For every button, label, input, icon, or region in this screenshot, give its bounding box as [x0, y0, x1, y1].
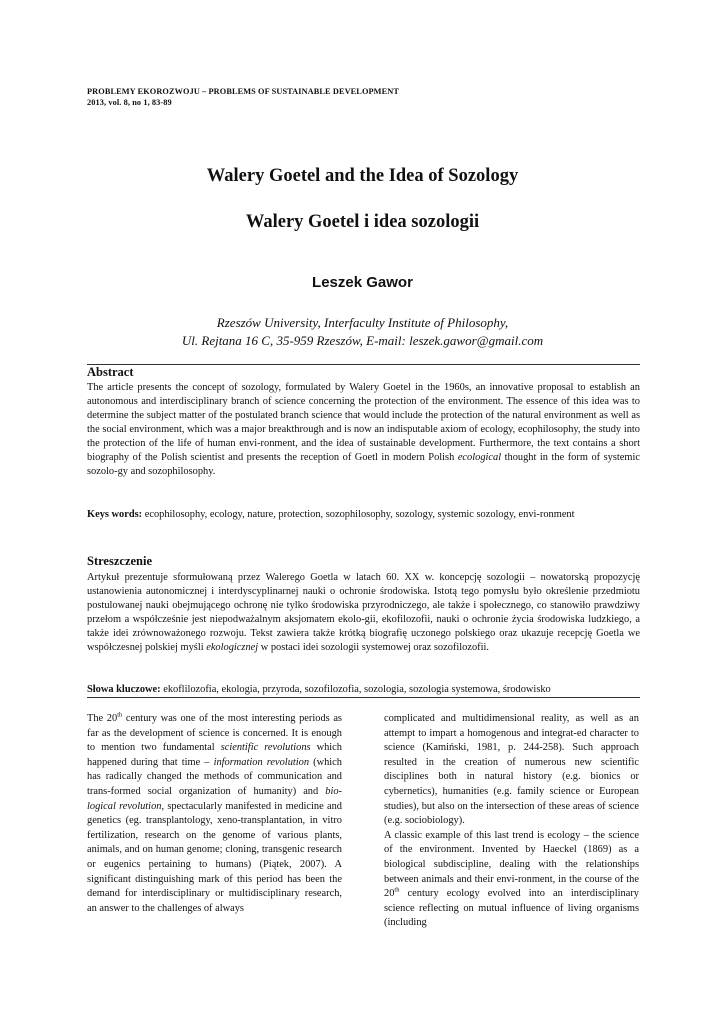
body-left-p4: (which has radically changed the methods of communication and trans-formed social organization of humanity) and	[87, 756, 342, 797]
abstract-text	[87, 381, 640, 479]
body-left-i1: scientific revolutions	[220, 742, 311, 754]
body-paragraph	[87, 712, 342, 916]
abstract-text-italic: ecological	[457, 452, 502, 463]
article-title-english: Walery Goetel and the Idea of Sozology	[206, 166, 519, 186]
journal-header	[87, 86, 399, 108]
keywords-label: Keys words:	[87, 509, 143, 520]
author-affiliation	[0, 314, 725, 350]
body-left-p1: The 20	[87, 713, 118, 724]
abstract-text-a: The article presents the concept of sozology, formulated by Walery Goetel in the 1960s, an innovative proposal to establish an autonomous and interdisciplinary branch of science concerning the protection of the environment. The essence of this idea was to determine the subject matter of the postulated branch science that would include the protection of the natural environment as well as the social environment, which was a major breakthrough and is now an indisputable axiom of ecology, ecophilosophy, the study into the protection of the life of human envi-ronment, and the idea of sustainable development. Furthermore, the text contains a short biography of the Polish scientist and presents the reception of Goetl in modern Polish	[87, 382, 640, 463]
body-paragraph	[384, 829, 639, 931]
body-column-right	[384, 712, 639, 931]
body-right-sup: th	[394, 886, 400, 894]
divider-bottom	[87, 697, 640, 698]
body-left-i3: bio-logical revolution	[87, 785, 342, 812]
body-right-p2a: A classic example of this last trend is ecology – the science of the environment. Invented by Haeckel (1869) as a biological subdiscipline, dealing with the relationships between animals and their envi-ronment, in the course of the 20	[384, 829, 639, 900]
affiliation-address: Ul. Rejtana 16 C, 35-959 Rzeszów, E-mail: leszek.gawor@gmail.com	[181, 333, 544, 348]
affiliation-institute: Rzeszów University, Interfaculty Institute of Philosophy,	[216, 315, 509, 330]
author-name: Leszek Gawor	[312, 274, 413, 291]
keywords	[87, 508, 640, 522]
body-column-left	[87, 712, 342, 916]
streszczenie-text-b: w postaci idei sozologii systemowej oraz sozofilozofii.	[260, 642, 490, 653]
body-left-p5: , spectacularly manifested in medicine and genetics (eg. transplantology, xeno-transplantation, in vitro fertilization, research on the genome of various plants, animals, and on human genome; cloning, transgenic research or eugenics pertaining to humans) (Piątek, 2007). A significant distinguishing mark of this period has been the demand for interdisciplinary or multidisciplinary research, an answer to the challenges of always	[87, 800, 343, 914]
slowa-text: ekoflilozofia, ekologia, przyroda, sozofilozofia, sozologia, sozologia systemowa, środowisko	[163, 684, 551, 695]
body-left-sup: th	[117, 711, 123, 719]
article-title-polish: Walery Goetel i idea sozologii	[245, 212, 480, 232]
body-left-p2: century was one of the most interesting periods as far as the development of science is concerned. It is enough to mention two fundamental	[87, 713, 342, 754]
streszczenie-text-italic: ekologicznej	[206, 642, 259, 653]
keywords-text: ecophilosophy, ecology, nature, protection, sozophilosophy, sozology, systemic sozology, envi-ronment	[144, 509, 575, 520]
abstract-heading: Abstract	[87, 365, 134, 379]
body-paragraph: complicated and multidimensional reality, as well as an attempt to impart a homogenous and integrat-ed character to science (Kamiński, 1981, p. 244-258). Such approach resulted in the creation of numerous new scientific disciplines both in natural history (e.g. bionics or cybernetics), humanities (e.g. family science or European studies), but also on the intersection of these areas of science (e.g. sociobiology).	[384, 713, 639, 827]
streszczenie-heading: Streszczenie	[87, 554, 153, 568]
abstract-text-b: thought in the form of systemic sozolo-gy and sozophilosophy.	[87, 452, 640, 477]
slowa-kluczowe	[87, 683, 640, 697]
streszczenie-text-a: Artykuł prezentuje sformułowaną przez Walerego Goetla w latach 60. XX w. koncepcję sozologii – nowatorską propozycję ustanowienia autonomicznej i interdyscyplinarnej nauki o ochronie środowiska. Istotą tego pomysłu było określenie przedmiotu postulowanej nauki obejmującego ochronę nie tylko środowiska przyrodniczego, ale także i społecznego, co stanowiło prawdziwy przełom a współcześnie jest niepodważalnym aksjomatem ekolo-gii, ekofilozofii, nauki o ochronie życia środowiska ludzkiego, a także idei zrównoważonego rozwoju. Tekst zawiera także krótką biografię uczonego polskiego oraz ukazuje recepcję Goetla we współczesnej polskiej myśli	[87, 572, 640, 653]
streszczenie-text	[87, 571, 640, 655]
slowa-label: Słowa kluczowe:	[87, 684, 161, 695]
divider-top	[87, 364, 640, 365]
body-left-i2: information revolution	[213, 756, 310, 768]
body-right-p2b: century ecology evolved into an interdisciplinary science reflecting on mutual influence of living organisms (including	[384, 888, 639, 929]
journal-issue: 2013, vol. 8, no 1, 83-89	[87, 98, 172, 107]
body-left-p3: which happened during that time –	[87, 742, 342, 768]
journal-name: PROBLEMY EKOROZWOJU – PROBLEMS OF SUSTAINABLE DEVELOPMENT	[87, 87, 399, 96]
